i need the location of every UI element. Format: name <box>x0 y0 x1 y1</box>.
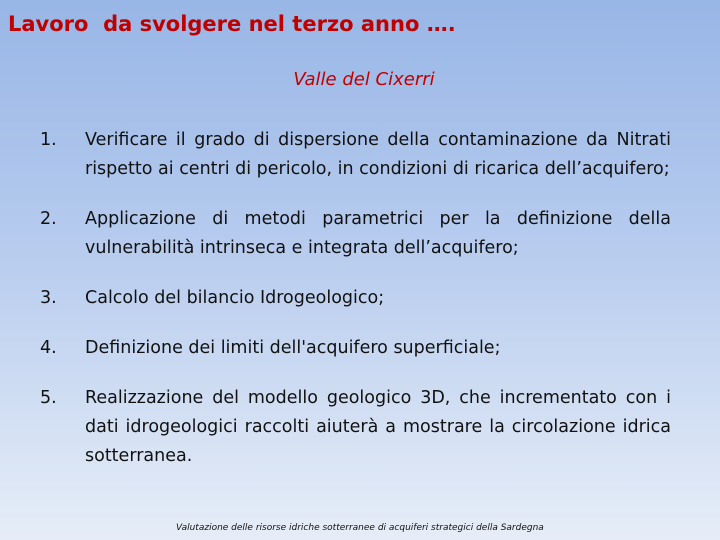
list-item <box>40 284 671 313</box>
list-item <box>40 384 671 471</box>
slide-title: Lavoro da svolgere nel terzo anno …. <box>8 12 456 36</box>
list-item-number: 2. <box>40 209 57 229</box>
list-item-text: Definizione dei limiti dell'acquifero superficiale; <box>85 338 501 358</box>
list-item-number: 4. <box>40 338 57 358</box>
list-item-number: 5. <box>40 388 57 408</box>
list-item-text: Applicazione di metodi parametrici per la definizione della vulnerabilità intrinseca e integrata dell’acquifero; <box>85 209 671 258</box>
list-item <box>40 126 671 184</box>
list-item <box>40 334 671 363</box>
slide-footer: Valutazione delle risorse idriche sotterranee di acquiferi strategici della Sardegna <box>176 523 544 533</box>
task-list <box>40 126 671 492</box>
list-item-number: 3. <box>40 288 57 308</box>
list-item <box>40 205 671 263</box>
list-item-number: 1. <box>40 130 57 150</box>
list-item-text: Verificare il grado di dispersione della contaminazione da Nitrati rispetto ai centri di pericolo, in condizioni di ricarica dell’acquifero; <box>85 130 671 179</box>
slide-subtitle: Valle del Cixerri <box>293 69 435 90</box>
list-item-text: Calcolo del bilancio Idrogeologico; <box>85 288 385 308</box>
list-item-text: Realizzazione del modello geologico 3D, che incrementato con i dati idrogeologici raccolti aiuterà a mostrare la circolazione idrica sotterranea. <box>85 388 671 466</box>
